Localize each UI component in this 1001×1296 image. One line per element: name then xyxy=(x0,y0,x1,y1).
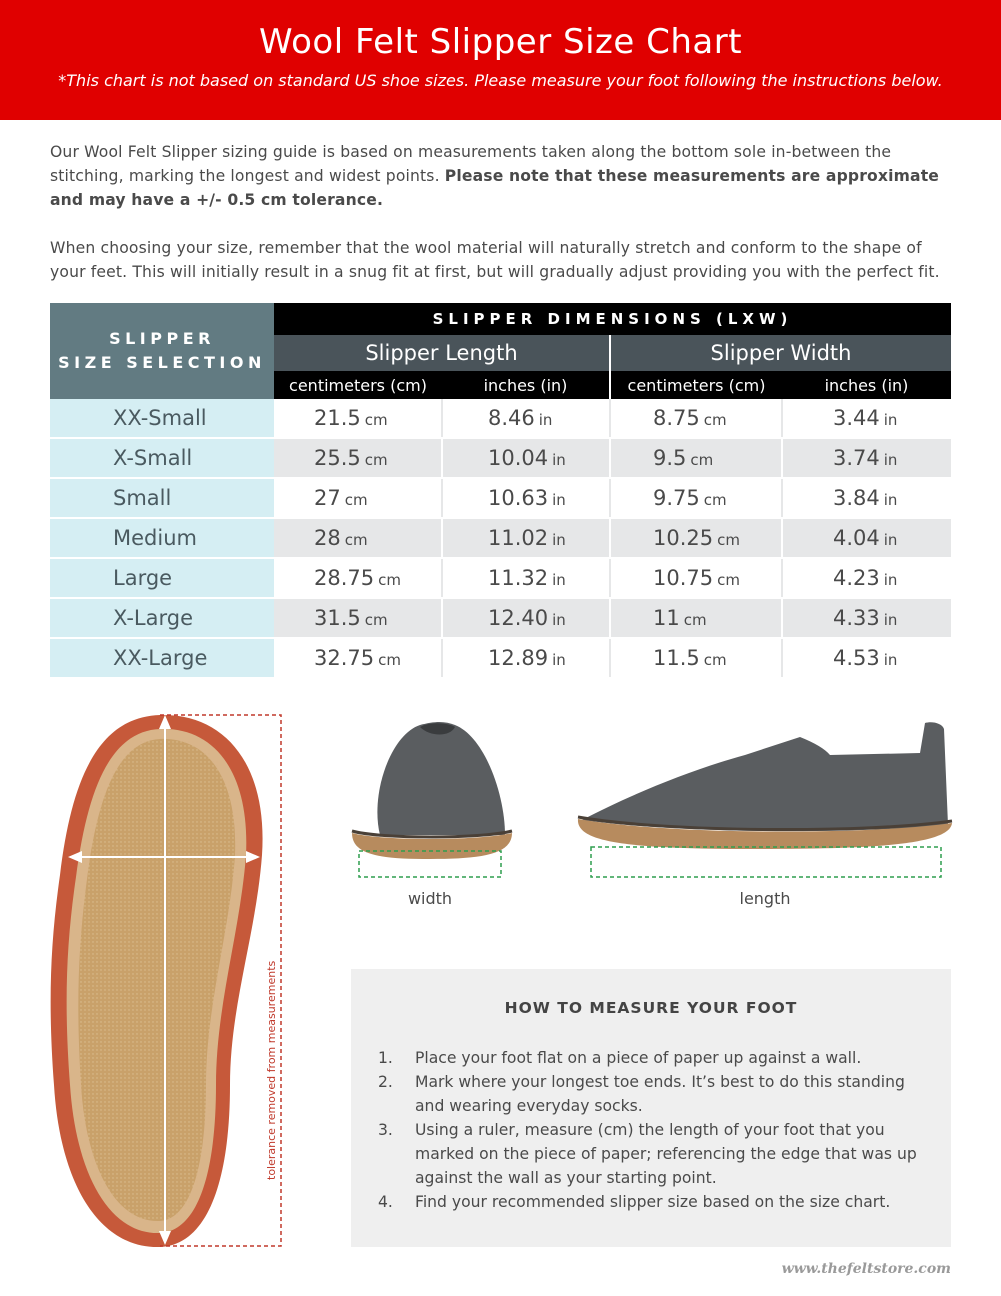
length-in-cell-unit: in xyxy=(552,571,566,589)
step-text: Mark where your longest toe ends. It’s best to do this standing and wearing everyday socks. xyxy=(415,1073,905,1115)
width-cm-cell-unit: cm xyxy=(703,491,727,509)
width-in-cell-value: 3.84 xyxy=(833,486,880,510)
width-cm-cell-value: 11 xyxy=(653,606,680,630)
length-cm-cell xyxy=(274,518,442,558)
length-in-cell-unit: in xyxy=(552,611,566,629)
size-cell xyxy=(50,478,274,518)
length-in-cell-value: 12.40 xyxy=(488,606,549,630)
table-row xyxy=(50,478,951,518)
width-cm-cell-value: 10.75 xyxy=(653,566,714,590)
slipper-side-view xyxy=(570,715,960,885)
step-text: Using a ruler, measure (cm) the length of your foot that you marked on the piece of paper; referencing the edge that was up against the wall as your starting point. xyxy=(415,1121,917,1187)
length-in-cell-value: 12.89 xyxy=(488,646,549,670)
length-cm-cell-value: 27 xyxy=(314,486,341,510)
width-in-cell-value: 4.33 xyxy=(833,606,880,630)
width-in-cell xyxy=(782,438,951,478)
width-cm-cell-unit: cm xyxy=(703,411,727,429)
header-banner xyxy=(0,0,1001,120)
slipper-front-view xyxy=(340,715,525,885)
size-cell xyxy=(50,638,274,678)
page-subtitle: *This chart is not based on standard US shoe sizes. Please measure your foot following the instructions below. xyxy=(58,71,943,90)
size-cell-value: Small xyxy=(113,486,172,510)
size-cell-value: X-Small xyxy=(113,446,193,470)
step-number: 3. xyxy=(378,1121,393,1139)
length-cm-cell-unit: cm xyxy=(364,451,388,469)
width-in-cell-unit: in xyxy=(883,571,898,589)
length-in-cell-unit: in xyxy=(552,451,566,469)
length-in-cell-unit: in xyxy=(552,651,566,669)
width-cm-cell-unit: cm xyxy=(690,451,714,469)
width-header: Slipper Width xyxy=(610,335,951,371)
table-row xyxy=(50,638,951,678)
table-row xyxy=(50,598,951,638)
website-url: www.thefeltstore.com xyxy=(781,1261,951,1277)
width-cm-cell xyxy=(610,598,782,638)
length-cm-cell-unit: cm xyxy=(378,651,401,669)
length-cm-cell-unit: cm xyxy=(364,611,388,629)
list-item xyxy=(378,1118,933,1190)
length-in-cell xyxy=(442,518,610,558)
width-cm-header: centimeters (cm) xyxy=(610,371,782,399)
width-in-cell-unit: in xyxy=(883,611,898,629)
dimensions-header: SLIPPER DIMENSIONS (LXW) xyxy=(274,303,951,335)
length-header: Slipper Length xyxy=(274,335,610,371)
length-in-cell-value: 11.02 xyxy=(488,526,549,550)
width-cm-cell-value: 9.5 xyxy=(653,446,687,470)
width-cm-cell-value: 8.75 xyxy=(653,406,700,430)
length-cm-cell-unit: cm xyxy=(344,531,368,549)
width-in-cell-unit: in xyxy=(883,651,898,669)
size-selection-header xyxy=(50,303,274,399)
size-cell-value: Medium xyxy=(113,526,197,550)
size-selection-header-line2: SIZE SELECTION xyxy=(58,353,266,372)
how-to-measure-steps xyxy=(378,1046,933,1214)
width-in-cell-value: 3.44 xyxy=(833,406,880,430)
sole-illustration xyxy=(40,705,290,1255)
width-in-cell xyxy=(782,478,951,518)
size-cell xyxy=(50,399,274,438)
list-item xyxy=(378,1070,933,1118)
width-cm-cell xyxy=(610,478,782,518)
width-in-cell xyxy=(782,638,951,678)
length-cm-header: centimeters (cm) xyxy=(274,371,442,399)
slipper-side-felt xyxy=(582,722,948,831)
length-in-cell xyxy=(442,638,610,678)
length-cm-cell xyxy=(274,638,442,678)
length-cm-cell-value: 25.5 xyxy=(314,446,361,470)
width-in-cell-unit: in xyxy=(883,451,898,469)
length-cm-cell-value: 32.75 xyxy=(314,646,375,670)
intro-text: Our Wool Felt Slipper sizing guide is based on measurements taken along the bottom sole in-between the stitching, marking the longest and widest points. xyxy=(50,143,892,185)
length-cm-cell-value: 21.5 xyxy=(314,406,361,430)
length-in-cell-unit: in xyxy=(552,531,566,549)
size-cell-value: XX-Small xyxy=(113,406,207,430)
width-cm-cell-unit: cm xyxy=(717,531,740,549)
length-cm-cell-value: 28 xyxy=(314,526,341,550)
width-in-cell xyxy=(782,399,951,438)
step-number: 1. xyxy=(378,1049,393,1067)
size-cell xyxy=(50,558,274,598)
width-in-cell-value: 4.23 xyxy=(833,566,880,590)
width-cm-cell-value: 11.5 xyxy=(653,646,700,670)
length-cm-cell xyxy=(274,558,442,598)
table-row xyxy=(50,399,951,438)
width-cm-cell-value: 9.75 xyxy=(653,486,700,510)
table-row xyxy=(50,518,951,558)
width-in-cell xyxy=(782,518,951,558)
width-caption: width xyxy=(407,889,453,908)
length-in-cell xyxy=(442,558,610,598)
length-cm-cell xyxy=(274,598,442,638)
width-in-cell-unit: in xyxy=(883,531,898,549)
length-in-cell xyxy=(442,399,610,438)
length-measure-box xyxy=(591,847,941,877)
width-in-header: inches (in) xyxy=(782,371,951,399)
length-cm-cell xyxy=(274,438,442,478)
size-chart-table xyxy=(50,303,951,679)
step-number: 4. xyxy=(378,1193,393,1211)
width-cm-cell xyxy=(610,399,782,438)
tolerance-label: tolerance removed from measurements xyxy=(265,960,278,1180)
length-in-cell-value: 11.32 xyxy=(488,566,549,590)
size-cell xyxy=(50,598,274,638)
length-in-cell xyxy=(442,598,610,638)
length-in-cell xyxy=(442,478,610,518)
length-cm-cell-unit: cm xyxy=(344,491,368,509)
width-cm-cell xyxy=(610,558,782,598)
width-in-cell xyxy=(782,598,951,638)
step-text: Find your recommended slipper size based on the size chart. xyxy=(415,1193,891,1211)
list-item xyxy=(378,1190,933,1214)
length-in-cell-value: 8.46 xyxy=(488,406,535,430)
length-cm-cell-unit: cm xyxy=(378,571,401,589)
how-to-measure-title: HOW TO MEASURE YOUR FOOT xyxy=(504,999,798,1017)
length-in-cell xyxy=(442,438,610,478)
length-cm-cell xyxy=(274,399,442,438)
step-text: Place your foot flat on a piece of paper up against a wall. xyxy=(415,1049,862,1067)
width-in-cell xyxy=(782,558,951,598)
size-cell-value: Large xyxy=(113,566,173,590)
how-to-measure-panel xyxy=(351,969,951,1247)
width-cm-cell-unit: cm xyxy=(703,651,727,669)
length-in-cell-value: 10.63 xyxy=(488,486,549,510)
length-cm-cell-value: 28.75 xyxy=(314,566,375,590)
length-cm-cell-unit: cm xyxy=(364,411,388,429)
length-cm-cell-value: 31.5 xyxy=(314,606,361,630)
length-cm-cell xyxy=(274,478,442,518)
width-in-cell-value: 3.74 xyxy=(833,446,880,470)
step-number: 2. xyxy=(378,1073,393,1091)
page-title: Wool Felt Slipper Size Chart xyxy=(258,22,743,62)
width-cm-cell xyxy=(610,438,782,478)
intro-paragraph-2: When choosing your size, remember that the wool material will naturally stretch and conform to the shape of your feet. This will initially result in a snug fit at first, but will gradually adjust providing you with the perfect fit. xyxy=(50,239,940,281)
intro-tolerance-note: Please note that these measurements are approximate and may have a +/- 0.5 cm tolerance. xyxy=(50,167,940,209)
size-cell xyxy=(50,518,274,558)
slipper-front-felt xyxy=(377,722,505,835)
width-in-cell-unit: in xyxy=(883,411,898,429)
width-cm-cell xyxy=(610,518,782,558)
width-in-cell-value: 4.04 xyxy=(833,526,880,550)
width-cm-cell-unit: cm xyxy=(717,571,740,589)
size-cell-value: X-Large xyxy=(113,606,194,630)
length-in-cell-unit: in xyxy=(552,491,566,509)
length-in-cell-unit: in xyxy=(538,411,553,429)
table-row xyxy=(50,558,951,598)
length-in-header: inches (in) xyxy=(442,371,610,399)
width-cm-cell-unit: cm xyxy=(683,611,707,629)
width-cm-cell xyxy=(610,638,782,678)
intro-paragraph-1 xyxy=(50,140,955,212)
list-item xyxy=(378,1046,933,1070)
length-in-cell-value: 10.04 xyxy=(488,446,549,470)
width-cm-cell-value: 10.25 xyxy=(653,526,714,550)
size-selection-header-line1: SLIPPER xyxy=(109,329,215,348)
size-cell xyxy=(50,438,274,478)
width-in-cell-unit: in xyxy=(883,491,898,509)
size-cell-value: XX-Large xyxy=(113,646,208,670)
width-in-cell-value: 4.53 xyxy=(833,646,880,670)
size-rows xyxy=(50,399,951,678)
table-row xyxy=(50,438,951,478)
length-caption: length xyxy=(739,889,791,908)
